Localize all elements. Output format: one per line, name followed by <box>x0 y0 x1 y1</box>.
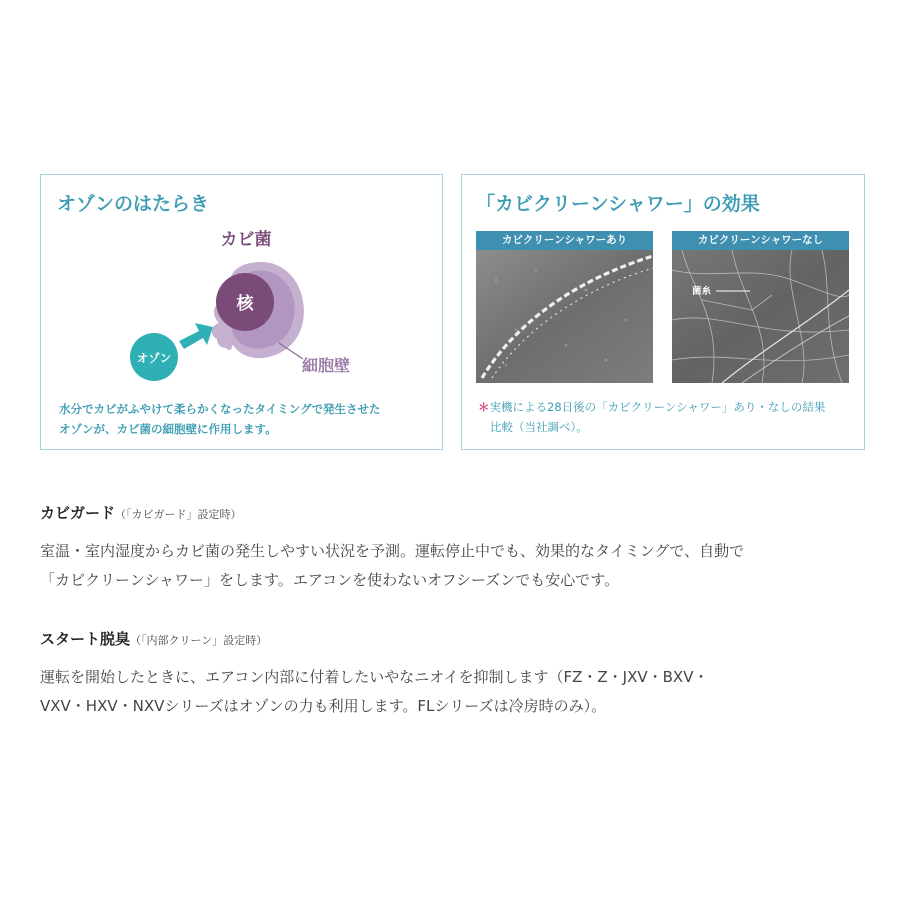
start-deodorize-line: 運転を開始したときに、エアコン内部に付着したいやなニオイを抑制します（FZ・Z・JXV・BXV・ <box>40 668 709 686</box>
kabi-guard-section <box>40 502 870 595</box>
asterisk-mark: ＊ <box>478 400 490 414</box>
photo-without-shower-image <box>672 250 849 383</box>
ozone-function-panel <box>40 174 443 450</box>
photo-background <box>672 250 849 383</box>
photo-with-shower <box>476 231 653 383</box>
clean-shower-effect-panel <box>461 174 865 450</box>
effect-caption-line: 比較（当社調べ）。 <box>490 420 588 434</box>
mold-fragment <box>226 344 232 350</box>
kabi-guard-body <box>40 537 870 595</box>
effect-caption-line <box>478 397 856 417</box>
start-deodorize-body <box>40 663 870 721</box>
kabi-guard-line: 「カビクリーンシャワー」をします。エアコンを使わないオフシーズンでも安心です。 <box>40 571 620 589</box>
start-deodorize-section <box>40 628 870 721</box>
photo-without-shower <box>672 231 849 383</box>
kabi-guard-title: カビガード <box>40 504 116 522</box>
ozone-label: オゾン <box>136 351 172 365</box>
start-deodorize-line: VXV・HXV・NXVシリーズはオゾンの力も利用します。FLシリーズは冷房時のみ）。 <box>40 697 607 715</box>
ozone-caption <box>59 399 434 439</box>
effect-panel-title: 「カビクリーンシャワー」の効果 <box>476 193 760 215</box>
effect-caption <box>478 397 856 437</box>
ozone-arrow-icon <box>179 323 213 349</box>
start-deodorize-note: （「内部クリーン」設定時） <box>130 634 268 647</box>
start-deodorize-title: スタート脱臭 <box>40 630 131 648</box>
photo-without-label: カビクリーンシャワーなし <box>672 231 849 250</box>
nucleus-label: 核 <box>236 294 254 314</box>
ozone-panel-title: オゾンのはたらき <box>57 193 210 215</box>
mold-fragment <box>221 337 225 341</box>
ozone-caption-line: 水分でカビがふやけて柔らかくなったタイミングで発生させた <box>59 402 381 416</box>
cell-wall-label: 細胞壁 <box>302 356 351 375</box>
photo-with-label: カビクリーンシャワーあり <box>476 231 653 250</box>
photo-with-shower-image <box>476 250 653 383</box>
mold-label: カビ菌 <box>220 230 272 250</box>
start-deodorize-heading <box>40 628 870 649</box>
ozone-caption-line: オゾンが、カビ菌の細胞壁に作用します。 <box>59 422 277 436</box>
kabi-guard-note: （「カビガード」設定時） <box>115 508 242 521</box>
hyphae-label: 菌糸 <box>692 286 712 297</box>
kabi-guard-heading <box>40 502 870 523</box>
kabi-guard-line: 室温・室内湿度からカビ菌の発生しやすい状況を予測。運転停止中でも、効果的なタイミングで、自動で <box>40 542 745 560</box>
effect-caption-text: 実機による28日後の「カビクリーンシャワー」あり・なしの結果 <box>489 400 826 414</box>
